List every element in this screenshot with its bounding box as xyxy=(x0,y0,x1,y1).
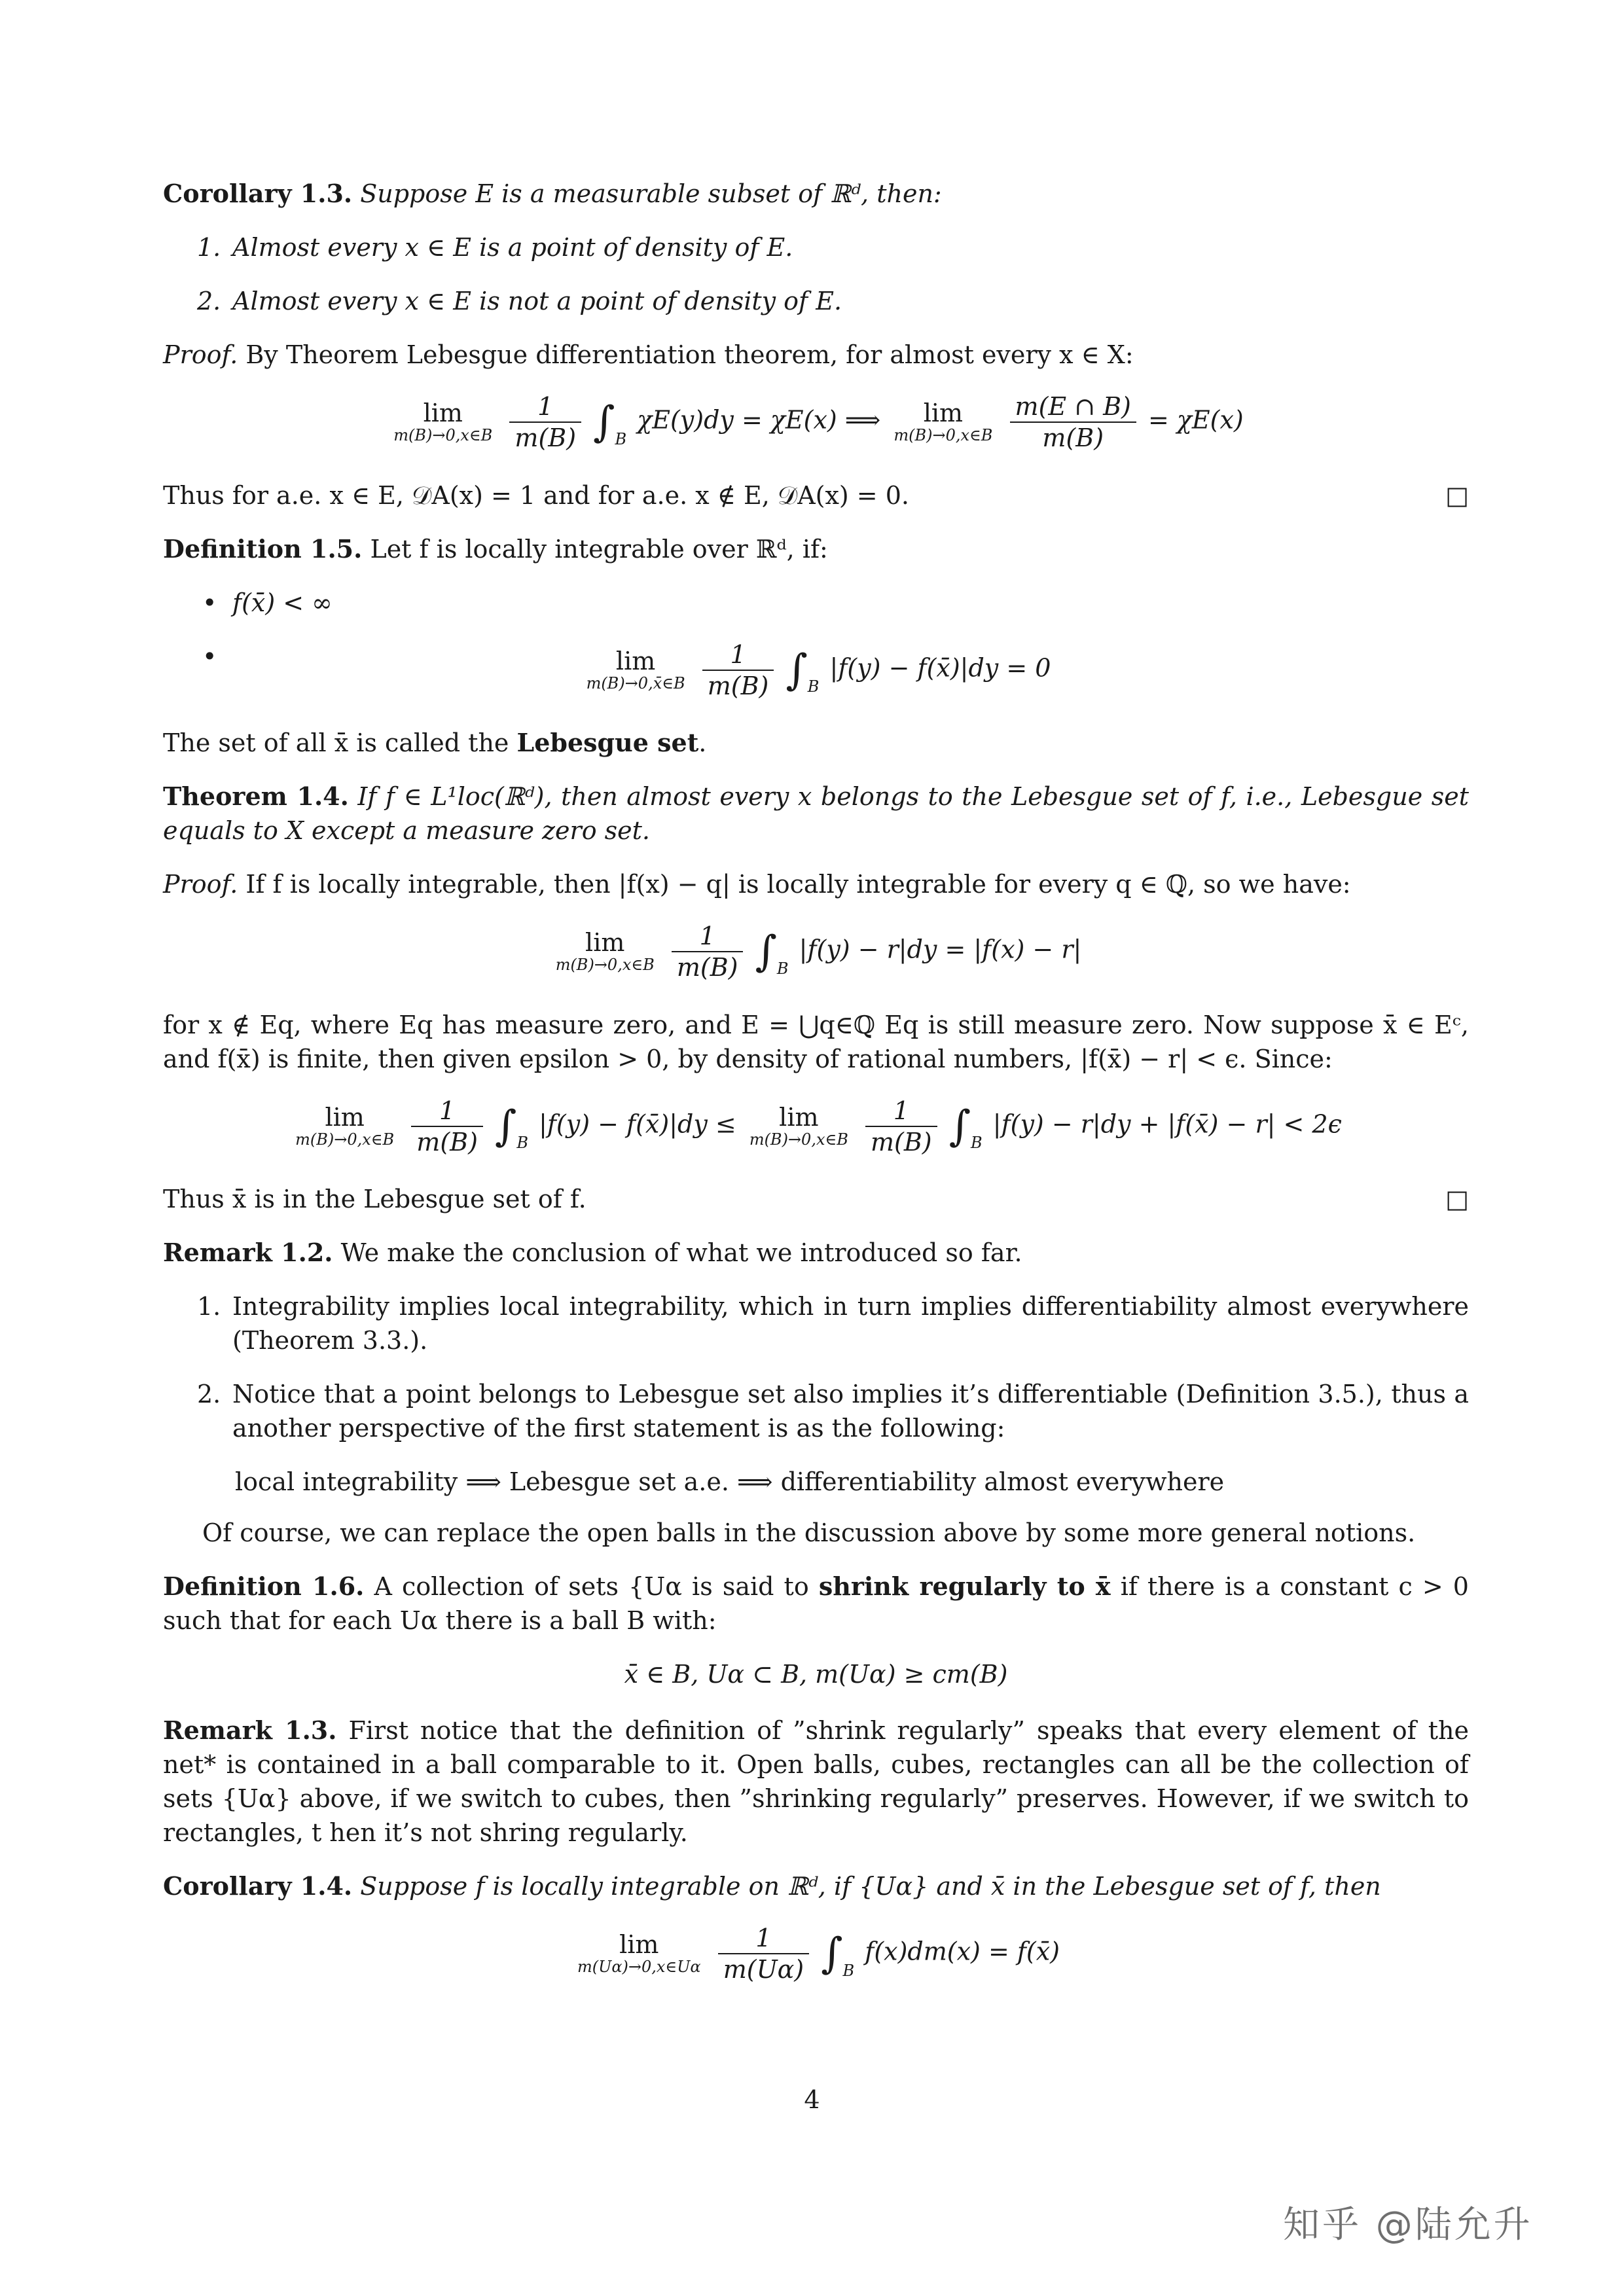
display-equation: lim m(B)→0,x∈B $\frac{1}{m(B)}$ $\int_B$ χE(y)dy = χE(x) ⟹ lim m(B)→0,x∈B $\frac{m(E \cap B)}{m(B)}$ = χE(x) xyxy=(393,392,1244,452)
item-number: 2. xyxy=(197,1380,221,1408)
definition-1-6: Definition 1.6. A collection of sets {Uα is said to shrink regularly to x̄ if there is a constant c > 0 such that for each Uα there is a ball B with: xyxy=(163,1571,1469,1635)
item-number: 1. xyxy=(197,233,221,262)
equation-body: |f(y) − r|dy = |f(x) − r| xyxy=(799,935,1082,964)
integral-sign: ∫ xyxy=(593,398,615,446)
fraction: $\frac{1}{m(B)}$ xyxy=(411,1096,483,1157)
theorem-label: Theorem 1.4. xyxy=(163,781,349,811)
limit-operator: lim m(B)→0,x∈B xyxy=(393,399,493,444)
item-text: Almost every x ∈ E is not a point of density of E. xyxy=(232,287,842,315)
item-text: Integrability implies local integrability, which in turn implies differentiability almost everywhere (Theorem 3.3.). xyxy=(232,1292,1469,1355)
remark-label: Remark 1.2. xyxy=(163,1238,333,1267)
corollary-label: Corollary 1.4. xyxy=(163,1871,353,1901)
item-text: f(x̄) < ∞ xyxy=(232,588,333,617)
implication-chain: local integrability ⟹ Lebesgue set a.e. ⟹ differentiability almost everywhere xyxy=(235,1467,1225,1496)
display-equation: lim m(B)→0,x∈B $\frac{1}{m(B)}$ $\int_B$ |f(y) − f(x̄)|dy ≤ lim m(B)→0,x∈B $\frac{1}{m(B)}$ $\int_B$ |f(y) − r|dy + |f(x̄) − r| < 2ϵ xyxy=(295,1096,1342,1157)
definition-text: Let f is locally integrable over ℝᵈ, if: xyxy=(370,534,828,564)
watermark: 知乎 @陆允升 xyxy=(1283,2204,1533,2246)
equation-body: f(x)dm(x) = f(x̄) xyxy=(865,1937,1060,1966)
integral-sign: ∫ xyxy=(785,645,808,694)
bullet: • xyxy=(202,588,217,617)
equation-body: |f(y) − f(x̄)|dy ≤ xyxy=(539,1109,736,1138)
proof-conclusion: Thus x̄ is in the Lebesgue set of f. □ xyxy=(163,1182,1469,1216)
proof-text: If f is locally integrable, then |f(x) − q| is locally integrable for every q ∈ ℚ, so we have: xyxy=(245,870,1351,899)
list-item xyxy=(163,284,1469,318)
definition-1-5 xyxy=(163,532,1469,566)
fraction: $\frac{1}{m(B)}$ xyxy=(672,921,744,982)
display-equation: lim m(B)→0,x∈B $\frac{1}{m(B)}$ $\int_B$ |f(y) − r|dy = |f(x) − r| xyxy=(555,922,1082,982)
fraction: $\frac{m(E \cap B)}{m(B)}$ xyxy=(1010,391,1136,453)
corollary-1-3 xyxy=(163,177,1469,211)
list-item xyxy=(163,1377,1469,1445)
lebesgue-set-definition: The set of all x̄ is called the Lebesgue set. xyxy=(163,728,707,757)
page-body xyxy=(163,177,1469,2010)
corollary-1-4 xyxy=(163,1869,1469,1903)
remark-text: First notice that the definition of ”shrink regularly” speaks that every element of the net* is contained in a ball comparable to it. Open balls, cubes, rectangles can all be the collection of sets {Uα} above, if we switch to cubes, then ”shrinking regularly” preserves. However, if we switch to rectangles, t hen it’s not shring regularly. xyxy=(163,1716,1469,1847)
equation-rhs: = χE(x) xyxy=(1147,405,1244,435)
proof-middle: for x ∉ Eq, where Eq has measure zero, and E = ⋃q∈ℚ Eq is still measure zero. Now suppose x̄ ∈ Eᶜ, and f(x̄) is finite, then given epsilon > 0, by density of rational numbers, |f(x̄) − r| < ϵ. Since: xyxy=(163,1010,1469,1073)
limit-operator: lim m(B)→0,x∈B xyxy=(893,399,993,444)
display-equation: x̄ ∈ B, Uα ⊂ B, m(Uα) ≥ cm(B) xyxy=(624,1660,1008,1689)
corollary-text: Suppose E is a measurable subset of ℝᵈ, then: xyxy=(360,179,942,208)
list-item xyxy=(163,1289,1469,1357)
integral-sign: ∫ xyxy=(494,1102,517,1151)
bullet: • xyxy=(202,641,217,671)
limit-operator: lim m(Uα)→0,x∈Uα xyxy=(577,1930,701,1976)
limit-operator: lim m(B)→0,x∈B xyxy=(749,1102,848,1149)
fraction: $\frac{1}{m(B)}$ xyxy=(702,639,774,701)
equation-body: |f(y) − f(x̄)|dy = 0 xyxy=(829,653,1051,682)
theorem-text: If f ∈ L¹loc(ℝᵈ), then almost every x belongs to the Lebesgue set of f, i.e., Lebesgue set equals to X except a measure zero set. xyxy=(163,782,1469,845)
qed-symbol: □ xyxy=(1445,480,1469,510)
remark-1-2 xyxy=(163,1236,1469,1270)
remark-1-3 xyxy=(163,1713,1469,1850)
qed-symbol: □ xyxy=(1445,1185,1469,1213)
limit-operator: lim m(B)→0,x̄∈B xyxy=(586,646,685,692)
display-equation: lim m(B)→0,x̄∈B $\frac{1}{m(B)}$ $\int_B$ |f(y) − f(x̄)|dy = 0 xyxy=(586,639,1051,700)
item-text: Notice that a point belongs to Lebesgue set also implies it’s differentiable (Definition 3.5.), thus a another perspective of the first statement is as the following: xyxy=(232,1380,1469,1443)
page-number: 4 xyxy=(804,2085,820,2114)
item-number: 2. xyxy=(197,287,221,315)
equation-body: |f(y) − r|dy + |f(x̄) − r| < 2ϵ xyxy=(992,1109,1342,1138)
remark-label: Remark 1.3. xyxy=(163,1715,337,1745)
definition-label: Definition 1.5. xyxy=(163,533,363,564)
integral-sign: ∫ xyxy=(948,1102,971,1151)
remark-text: We make the conclusion of what we introduced so far. xyxy=(340,1238,1022,1267)
proof-1 xyxy=(163,338,1469,372)
proof-label: Proof. xyxy=(163,340,238,369)
proof-text: By Theorem Lebesgue differentiation theorem, for almost every x ∈ X: xyxy=(245,340,1134,369)
fraction: $\frac{1}{m(U\alpha)}$ xyxy=(718,1923,809,1984)
remark-closing: Of course, we can replace the open balls in the discussion above by some more general notions. xyxy=(202,1518,1416,1547)
list-item xyxy=(163,230,1469,264)
item-number: 1. xyxy=(197,1292,221,1321)
display-equation: lim m(Uα)→0,x∈Uα $\frac{1}{m(U\alpha)}$ $\int_B$ f(x)dm(x) = f(x̄) xyxy=(577,1924,1060,1984)
corollary-text: Suppose f is locally integrable on ℝᵈ, if {Uα} and x̄ in the Lebesgue set of f, then xyxy=(360,1872,1381,1901)
definition-label: Definition 1.6. xyxy=(163,1571,365,1601)
item-text: Almost every x ∈ E is a point of density of E. xyxy=(232,233,793,262)
proof-conclusion: Thus for a.e. x ∈ E, 𝒟A(x) = 1 and for a.e. x ∉ E, 𝒟A(x) = 0. □ xyxy=(163,478,1469,512)
theorem-1-4 xyxy=(163,780,1469,848)
proof-2 xyxy=(163,867,1469,901)
integral-sign: ∫ xyxy=(821,1929,843,1978)
integral-sign: ∫ xyxy=(755,927,777,976)
limit-operator: lim m(B)→0,x∈B xyxy=(555,928,655,974)
bullet-item xyxy=(163,586,1469,620)
equation-body: χE(y)dy = χE(x) ⟹ xyxy=(637,405,881,435)
limit-operator: lim m(B)→0,x∈B xyxy=(295,1102,395,1149)
fraction: $\frac{1}{m(B)}$ xyxy=(865,1096,937,1157)
proof-label: Proof. xyxy=(163,870,238,899)
corollary-label: Corollary 1.3. xyxy=(163,179,353,208)
fraction: $\frac{1}{m(B)}$ xyxy=(509,391,581,453)
